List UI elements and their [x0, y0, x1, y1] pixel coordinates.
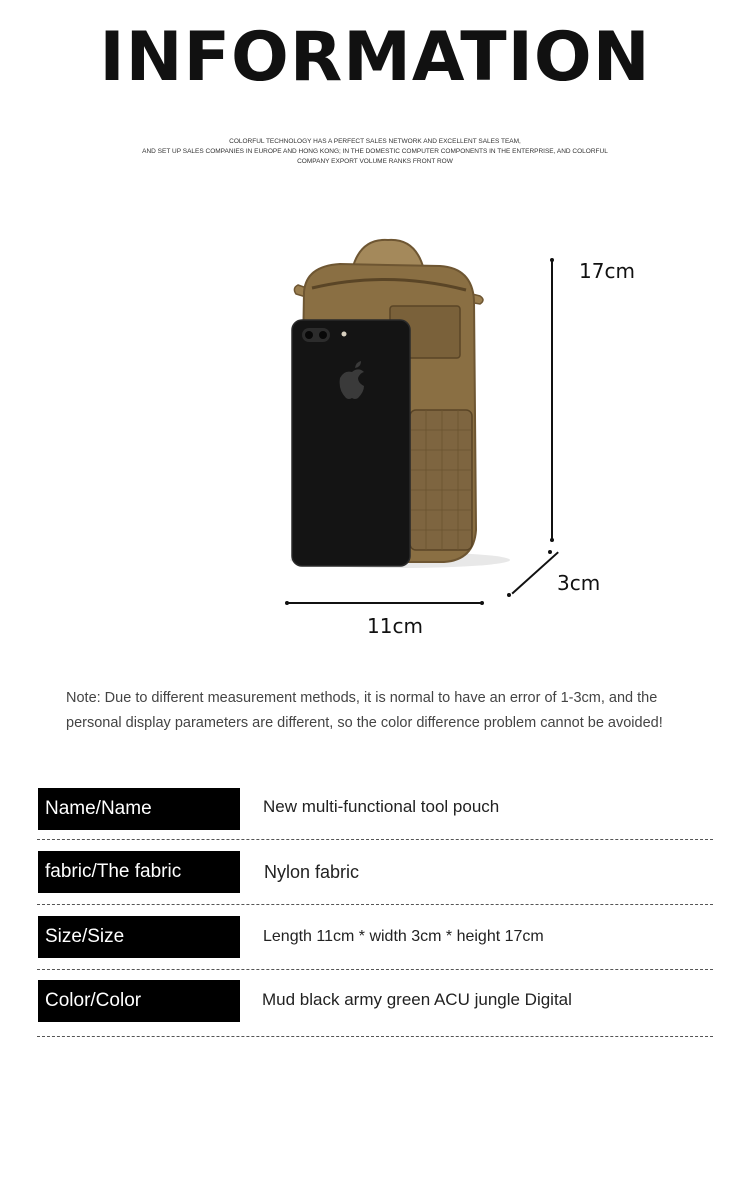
spec-divider — [37, 839, 713, 840]
spec-value-size: Length 11cm * width 3cm * height 17cm — [263, 928, 544, 945]
spec-value-name: New multi-functional tool pouch — [263, 797, 500, 816]
spec-divider — [37, 1036, 713, 1037]
spec-divider — [37, 904, 713, 905]
product-image — [260, 230, 520, 580]
phone-lens-2 — [319, 331, 327, 339]
depth-dimension-start-dot — [548, 550, 552, 554]
depth-dimension-end-dot — [507, 593, 511, 597]
company-blurb — [140, 137, 610, 167]
company-blurb-line-1: COLORFUL TECHNOLOGY HAS A PERFECT SALES NETWORK AND EXCELLENT SALES TEAM, — [229, 138, 521, 145]
phone — [292, 320, 410, 566]
phone-flash — [342, 332, 347, 337]
spec-label-name: Name/Name — [38, 788, 240, 830]
width-dimension-label: 11cm — [367, 614, 423, 638]
height-dimension-top-dot — [550, 258, 554, 262]
company-blurb-line-3: COMPANY EXPORT VOLUME RANKS FRONT ROW — [297, 158, 453, 165]
width-dimension-line — [287, 602, 483, 604]
width-dimension-left-dot — [285, 601, 289, 605]
phone-lens-1 — [305, 331, 313, 339]
measurement-note: Note: Due to different measurement methods, it is normal to have an error of 1-3cm, and the personal display parameters are different, so the color difference problem cannot be avoided! — [66, 690, 663, 731]
spec-label-fabric: fabric/The fabric — [38, 851, 240, 893]
page-title: INFORMATION — [99, 18, 651, 97]
spec-divider — [37, 969, 713, 970]
spec-label-size: Size/Size — [38, 916, 240, 958]
height-dimension-bottom-dot — [550, 538, 554, 542]
spec-value-color: Mud black army green ACU jungle Digital — [262, 990, 572, 1009]
company-blurb-line-2: AND SET UP SALES COMPANIES IN EUROPE AND HONG KONG; IN THE DOMESTIC COMPUTER COMPONENTS IN THE ENTERPRISE, AND COLORFUL — [142, 148, 608, 155]
width-dimension-right-dot — [480, 601, 484, 605]
height-dimension-label: 17cm — [579, 259, 635, 283]
height-dimension-line — [551, 260, 553, 540]
spec-label-color: Color/Color — [38, 980, 240, 1022]
depth-dimension-label: 3cm — [557, 571, 601, 595]
spec-value-fabric: Nylon fabric — [264, 862, 360, 882]
mesh-pocket — [410, 410, 472, 550]
